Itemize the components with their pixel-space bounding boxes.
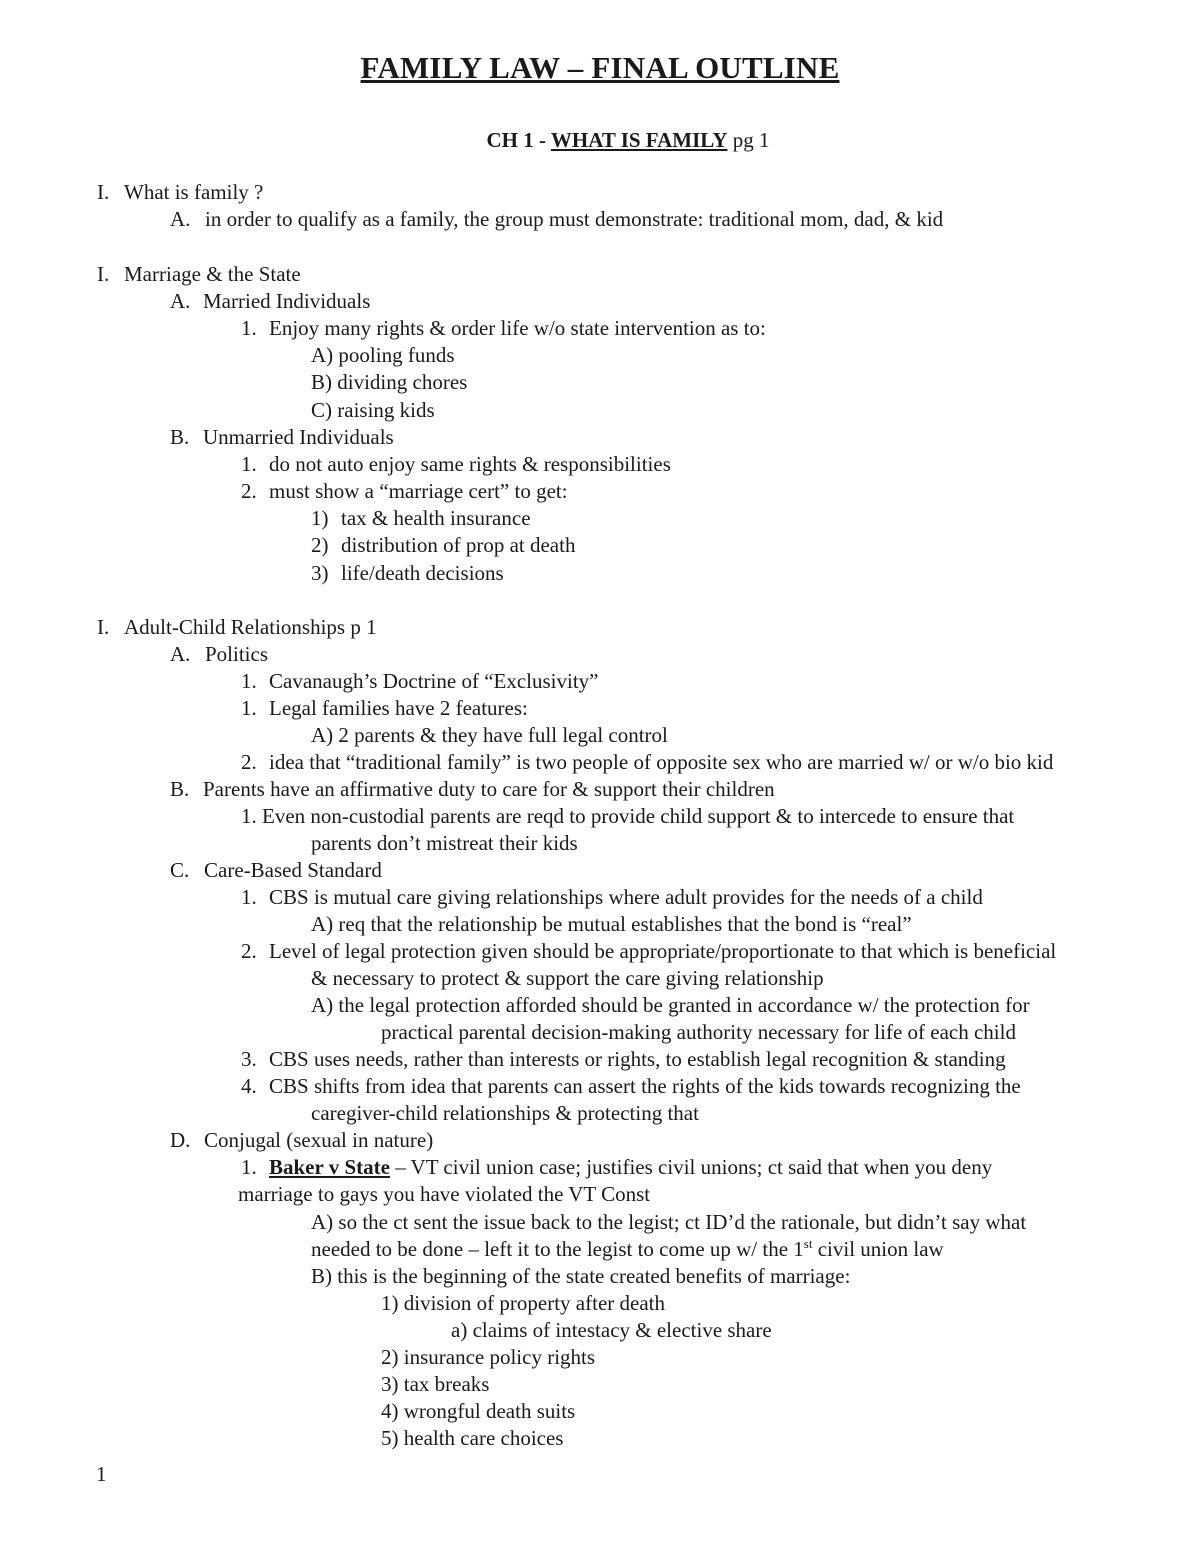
outline-text: Care-Based Standard bbox=[204, 858, 382, 882]
outline-marker: 3) bbox=[311, 561, 329, 585]
outline-text: & necessary to protect & support the care giving relationship bbox=[311, 966, 824, 990]
outline-line bbox=[311, 505, 531, 532]
outline-line bbox=[170, 288, 370, 315]
outline-line bbox=[311, 342, 455, 369]
outline-text: must show a “marriage cert” to get: bbox=[269, 479, 568, 503]
outline-text: What is family ? bbox=[124, 180, 264, 204]
outline-text: tax & health insurance bbox=[341, 506, 531, 530]
outline-line bbox=[311, 1209, 1026, 1236]
outline-text: C) raising kids bbox=[311, 398, 435, 422]
outline-line bbox=[97, 614, 377, 641]
outline-text: Parents have an affirmative duty to care for & support their children bbox=[203, 777, 775, 801]
outline-text: caregiver-child relationships & protecting that bbox=[311, 1101, 699, 1125]
outline-text: Legal families have 2 features: bbox=[269, 696, 528, 720]
outline-line bbox=[311, 830, 578, 857]
page-number: 1 bbox=[96, 1462, 107, 1486]
outline-line bbox=[170, 206, 943, 233]
outline-text: Marriage & the State bbox=[124, 262, 301, 286]
outline-text: 5) health care choices bbox=[381, 1426, 564, 1450]
outline-marker: B. bbox=[170, 425, 190, 449]
outline-text: a) claims of intestacy & elective share bbox=[451, 1318, 772, 1342]
outline-marker: A. bbox=[170, 642, 191, 666]
outline-text: Cavanaugh’s Doctrine of “Exclusivity” bbox=[269, 669, 599, 693]
outline-marker: C. bbox=[170, 858, 190, 882]
outline-line bbox=[170, 776, 775, 803]
superscript: st bbox=[803, 1236, 813, 1251]
outline-text: life/death decisions bbox=[341, 561, 504, 585]
outline-marker: I. bbox=[97, 615, 110, 639]
outline-line bbox=[241, 749, 1053, 776]
outline-text: A) pooling funds bbox=[311, 343, 455, 367]
outline-text: needed to be done – left it to the legist to come up w/ the 1 bbox=[311, 1237, 804, 1261]
outline-marker: 2) bbox=[311, 533, 329, 557]
outline-marker: 1. bbox=[241, 669, 257, 693]
outline-line bbox=[311, 532, 575, 559]
outline-text: Unmarried Individuals bbox=[203, 425, 394, 449]
outline-line bbox=[241, 695, 528, 722]
outline-line bbox=[241, 451, 671, 478]
outline-text-continued: civil union law bbox=[812, 1237, 944, 1261]
outline-marker: 1. bbox=[241, 1155, 257, 1179]
outline-text: 2) insurance policy rights bbox=[381, 1345, 596, 1369]
outline-line bbox=[311, 1236, 944, 1263]
outline-text: CBS is mutual care giving relationships where adult provides for the needs of a child bbox=[269, 885, 983, 909]
outline-text: marriage to gays you have violated the VT Const bbox=[238, 1182, 651, 1206]
chapter-name: WHAT IS FAMILY bbox=[550, 128, 728, 152]
outline-line bbox=[241, 478, 568, 505]
outline-marker: 3. bbox=[241, 1047, 257, 1071]
outline-line bbox=[170, 857, 382, 884]
outline-text: in order to qualify as a family, the group must demonstrate: traditional mom, dad, & kid bbox=[205, 207, 944, 231]
outline-line bbox=[381, 1425, 563, 1452]
outline-line bbox=[311, 965, 824, 992]
outline-marker: I. bbox=[97, 262, 110, 286]
chapter-suffix: pg 1 bbox=[727, 128, 770, 152]
outline-line bbox=[170, 424, 394, 451]
outline-text: CBS uses needs, rather than interests or rights, to establish legal recognition & standing bbox=[269, 1047, 1006, 1071]
outline-line bbox=[381, 1290, 665, 1317]
outline-text: do not auto enjoy same rights & responsibilities bbox=[269, 452, 671, 476]
outline-text: Adult-Child Relationships p 1 bbox=[124, 615, 377, 639]
outline-marker: 2. bbox=[241, 750, 257, 774]
outline-line bbox=[381, 1371, 489, 1398]
outline-line bbox=[241, 1073, 1021, 1100]
outline-marker: B. bbox=[170, 777, 190, 801]
outline-marker: I. bbox=[97, 180, 110, 204]
outline-marker: 1. bbox=[241, 885, 257, 909]
outline-line bbox=[97, 261, 301, 288]
outline-line bbox=[451, 1317, 772, 1344]
outline-line bbox=[311, 560, 504, 587]
outline-marker: 1) bbox=[311, 506, 329, 530]
chapter-prefix: CH 1 - bbox=[486, 128, 551, 152]
outline-text: Married Individuals bbox=[203, 289, 371, 313]
outline-text: Level of legal protection given should be appropriate/proportionate to that which is beneficial bbox=[269, 939, 1057, 963]
outline-line bbox=[381, 1019, 1016, 1046]
outline-text: Conjugal (sexual in nature) bbox=[204, 1128, 434, 1152]
outline-line bbox=[311, 722, 668, 749]
outline-line bbox=[381, 1344, 595, 1371]
outline-marker: A. bbox=[170, 207, 191, 231]
outline-text: distribution of prop at death bbox=[341, 533, 576, 557]
outline-text: 1) division of property after death bbox=[381, 1291, 665, 1315]
outline-text: B) dividing chores bbox=[311, 370, 468, 394]
outline-text: idea that “traditional family” is two people of opposite sex who are married w/ or w/o bio kid bbox=[269, 750, 1054, 774]
outline-line bbox=[311, 911, 912, 938]
outline-line bbox=[241, 938, 1056, 965]
outline-text: 1. Even non-custodial parents are reqd to provide child support & to intercede to ensure that bbox=[241, 804, 1015, 828]
outline-line bbox=[241, 803, 1014, 830]
outline-line bbox=[311, 369, 467, 396]
case-name: Baker v State bbox=[269, 1155, 390, 1179]
outline-line bbox=[311, 397, 435, 424]
outline-line bbox=[170, 1127, 433, 1154]
outline-text: A) 2 parents & they have full legal control bbox=[311, 723, 668, 747]
outline-line bbox=[311, 1263, 850, 1290]
outline-marker: 1. bbox=[241, 696, 257, 720]
outline-text: A) so the ct sent the issue back to the legist; ct ID’d the rationale, but didn’t say what bbox=[311, 1210, 1027, 1234]
outline-marker: A. bbox=[170, 289, 191, 313]
outline-line bbox=[238, 1181, 650, 1208]
outline-text: parents don’t mistreat their kids bbox=[311, 831, 578, 855]
outline-text: – VT civil union case; justifies civil unions; ct said that when you deny bbox=[389, 1155, 993, 1179]
outline-text: 4) wrongful death suits bbox=[381, 1399, 576, 1423]
outline-text: practical parental decision-making authority necessary for life of each child bbox=[381, 1020, 1016, 1044]
outline-text: A) req that the relationship be mutual establishes that the bond is “real” bbox=[311, 912, 912, 936]
outline-text: Enjoy many rights & order life w/o state intervention as to: bbox=[269, 316, 766, 340]
outline-line bbox=[241, 315, 766, 342]
outline-marker: 2. bbox=[241, 939, 257, 963]
outline-marker: 1. bbox=[241, 316, 257, 340]
outline-text: Politics bbox=[205, 642, 269, 666]
outline-text: A) the legal protection afforded should be granted in accordance w/ the protection for bbox=[311, 993, 1030, 1017]
outline-marker: 1. bbox=[241, 452, 257, 476]
outline-line bbox=[381, 1398, 575, 1425]
outline-line bbox=[241, 668, 599, 695]
outline-line bbox=[170, 641, 268, 668]
chapter-heading bbox=[0, 128, 1200, 153]
outline-line bbox=[241, 884, 983, 911]
outline-marker: 2. bbox=[241, 479, 257, 503]
document-title: FAMILY LAW – FINAL OUTLINE bbox=[360, 50, 840, 85]
outline-line bbox=[311, 992, 1030, 1019]
outline-line bbox=[241, 1046, 1006, 1073]
outline-marker: D. bbox=[170, 1128, 191, 1152]
outline-text: B) this is the beginning of the state created benefits of marriage: bbox=[311, 1264, 851, 1288]
outline-marker: 4. bbox=[241, 1074, 257, 1098]
outline-text: CBS shifts from idea that parents can assert the rights of the kids towards recognizing the bbox=[269, 1074, 1021, 1098]
outline-text: 3) tax breaks bbox=[381, 1372, 490, 1396]
outline-line bbox=[241, 1154, 992, 1181]
outline-line bbox=[311, 1100, 699, 1127]
outline-line bbox=[97, 179, 263, 206]
